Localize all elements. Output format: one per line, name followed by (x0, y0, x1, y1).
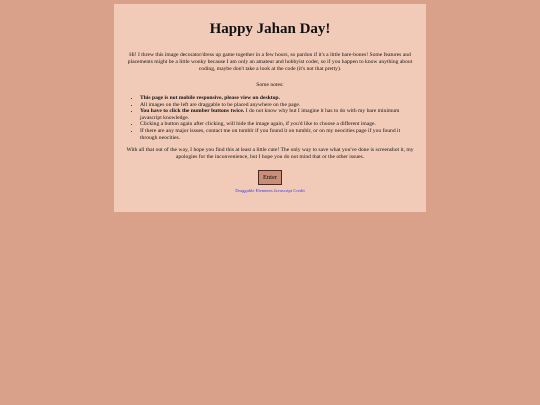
note-item (140, 121, 416, 128)
intro-panel (114, 4, 426, 212)
note-text: I do not know why but I imagine it has to do with my bare minimum javascript knowledge. (140, 108, 400, 121)
enter-button-wrap (124, 166, 416, 185)
enter-button[interactable]: Enter (258, 170, 282, 185)
note-item (140, 128, 416, 141)
credit-line (124, 188, 416, 194)
note-item (140, 108, 416, 121)
note-text: All images on the left are draggable to be placed anywhere on the page. (140, 101, 301, 108)
outro-text: With all that out of the way, I hope you find this at least a little cute! The only way to save what you've done is screenshot it, my apologies for the inconvenience, but I hope you do not mind that or the other issues. (126, 147, 414, 161)
credit-link[interactable]: Draggable Elements Javascript Credit (235, 188, 305, 194)
note-bold: This page is not mobile responsive, please view on desktop. (140, 95, 280, 101)
page-title: Happy Jahan Day! (209, 21, 331, 37)
note-text: Clicking a button again after clicking, will hide the image again, if you'd like to choose a different image. (140, 121, 376, 128)
intro-text: Hi! I threw this image decorator/dress up game together in a few hours, so pardon if it's a little bare-bones! Some features and placements might be a little wonky because I am only an amateur and hobbyist coder, so if you happen to know anything about coding, maybe don't take a look at the code (it's not that pretty). (127, 52, 413, 72)
note-text: If there are any major issues, contact me on tumblr if you found it on tumblr, or on my neocities page if you found it through neocities. (140, 127, 401, 141)
notes-label: Some notes: (256, 82, 284, 88)
notes-list (124, 95, 416, 141)
note-item (140, 95, 416, 102)
note-item (140, 102, 416, 109)
note-bold: You have to click the number buttons twice. (140, 108, 245, 115)
